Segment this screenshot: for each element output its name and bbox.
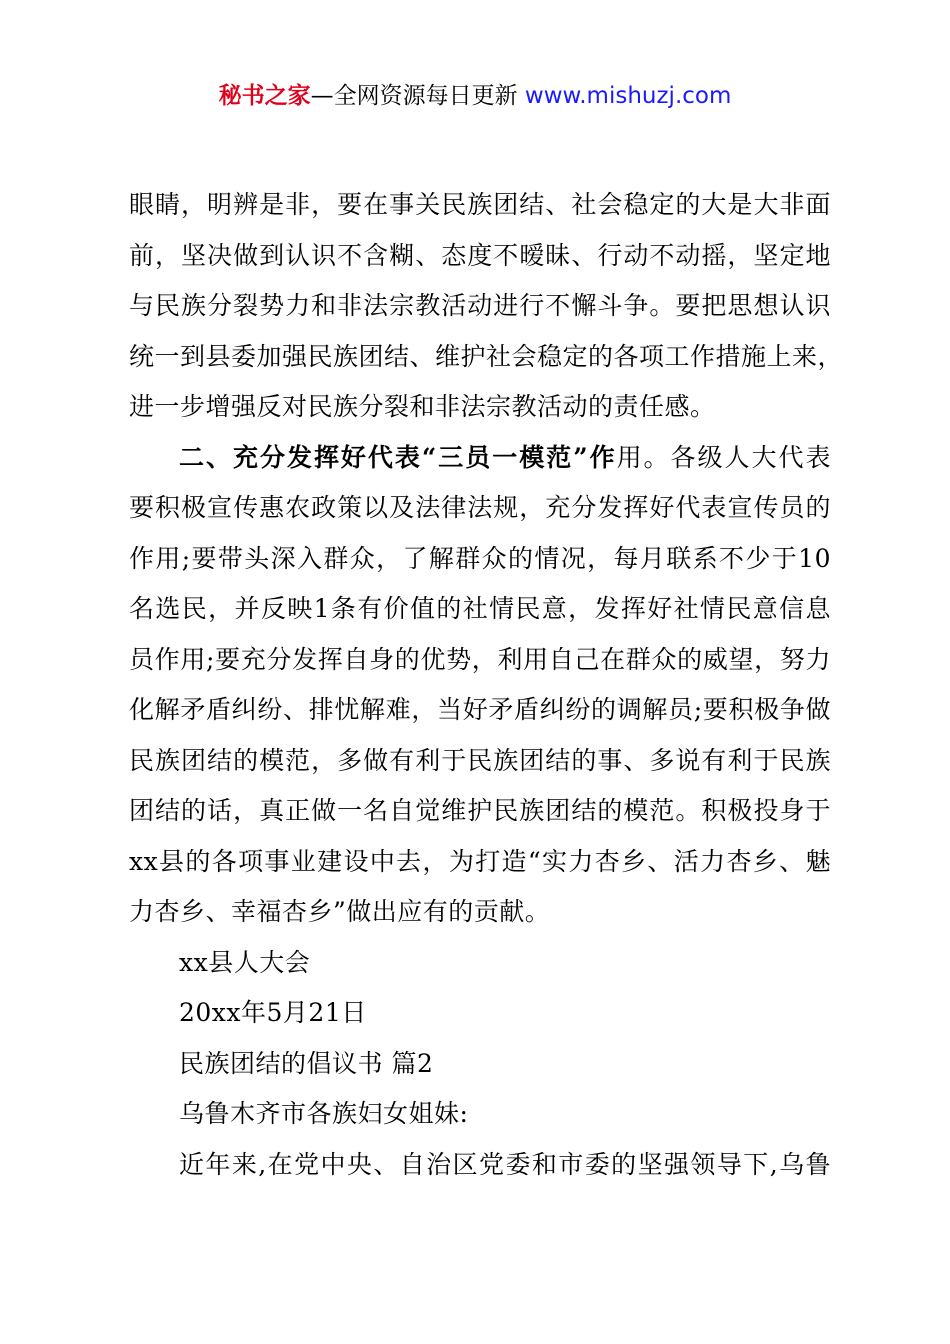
- site-brand: 秘书之家: [218, 83, 311, 109]
- text-line: 统一到县委加强民族团结、维护社会稳定的各项工作措施上来，: [129, 341, 844, 371]
- header-tagline: 全网资源每日更新: [333, 83, 518, 109]
- text-line: 作用;要带头深入群众，了解群众的情况，每月联系不少于10: [129, 543, 831, 573]
- text-line: 进一步增强反对民族分裂和非法宗教活动的责任感。: [129, 392, 716, 421]
- text-line: 与民族分裂势力和非法宗教活动进行不懈斗争。要把思想认识: [129, 291, 831, 320]
- text-line: 团结的话，真正做一名自觉维护民族团结的模范。积极投身于: [129, 796, 831, 825]
- text-line: 要积极宣传惠农政策以及法律法规，充分发挥好代表宣传员的: [129, 493, 831, 522]
- text-line: 前，坚决做到认识不含糊、态度不暧昧、行动不动摇，坚定地: [129, 240, 831, 270]
- text-line: 名选民，并反映1条有价值的社情民意，发挥好社情民意信息: [129, 594, 831, 623]
- text-line: 力杏乡、幸福杏乡”做出应有的贡献。: [129, 897, 551, 926]
- text-line: 员作用;要充分发挥自身的优势，利用自己在群众的威望，努力: [129, 644, 831, 674]
- site-url-link[interactable]: www.mishuzj.com: [524, 83, 732, 109]
- section-heading-rest: 用。各级人大代表: [616, 442, 831, 472]
- next-title: 民族团结的倡议书 篇2: [179, 1048, 434, 1078]
- text-line: 眼睛，明辨是非，要在事关民族团结、社会稳定的大是大非面: [129, 190, 831, 219]
- section-heading-line: [129, 433, 831, 484]
- text-line: 民族团结的模范，多做有利于民族团结的事、多说有利于民族: [129, 745, 831, 775]
- section-heading: 二、充分发挥好代表“三员一模范”作: [179, 442, 617, 472]
- signature-org: xx县人大会: [179, 947, 311, 977]
- text-line: 近年来,在党中央、自治区党委和市委的坚强领导下,乌鲁: [179, 1149, 831, 1179]
- text-line: xx县的各项事业建设中去，为打造“实力杏乡、活力杏乡、魅: [129, 846, 831, 876]
- salutation: 乌鲁木齐市各族妇女姐妹:: [179, 1099, 469, 1128]
- text-line: 化解矛盾纠纷、排忧解难，当好矛盾纠纷的调解员;要积极争做: [129, 695, 831, 724]
- signature-date: 20xx年5月21日: [179, 998, 367, 1027]
- document-body: [129, 180, 844, 1190]
- header-separator: —: [310, 83, 334, 109]
- site-header: [0, 80, 950, 112]
